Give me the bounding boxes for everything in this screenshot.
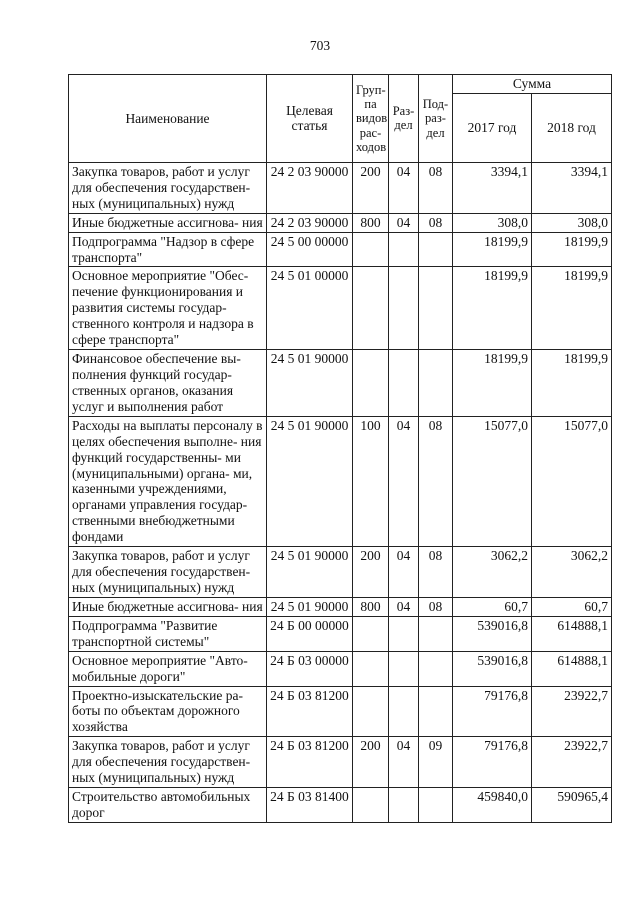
row-group: 800 xyxy=(353,213,389,232)
table-row xyxy=(69,616,612,651)
row-section xyxy=(389,232,419,267)
row-section: 04 xyxy=(389,547,419,598)
row-sum-2017: 539016,8 xyxy=(453,616,532,651)
row-sum-2017: 60,7 xyxy=(453,597,532,616)
row-target-code: 24 5 01 90000 xyxy=(267,350,353,417)
header-sum: Сумма xyxy=(453,75,612,94)
row-subsection xyxy=(419,232,453,267)
row-section xyxy=(389,350,419,417)
row-sum-2017: 79176,8 xyxy=(453,737,532,788)
page-number: 703 xyxy=(309,38,331,53)
table-row xyxy=(69,686,612,737)
header-section: Раз- дел xyxy=(389,75,419,163)
row-section xyxy=(389,788,419,823)
row-group: 200 xyxy=(353,162,389,213)
row-target-code: 24 5 01 00000 xyxy=(267,267,353,350)
row-sum-2018: 23922,7 xyxy=(532,737,612,788)
row-subsection: 08 xyxy=(419,213,453,232)
row-subsection xyxy=(419,350,453,417)
row-sum-2017: 79176,8 xyxy=(453,686,532,737)
row-sum-2017: 18199,9 xyxy=(453,267,532,350)
table-row xyxy=(69,213,612,232)
row-target-code: 24 2 03 90000 xyxy=(267,213,353,232)
header-subsection: Под- раз- дел xyxy=(419,75,453,163)
table-row xyxy=(69,267,612,350)
row-section xyxy=(389,267,419,350)
header-2018: 2018 год xyxy=(532,93,612,162)
row-sum-2017: 15077,0 xyxy=(453,416,532,546)
row-section: 04 xyxy=(389,213,419,232)
header-target: Целевая статья xyxy=(267,75,353,163)
header-group: Груп- па видов рас- ходов xyxy=(353,75,389,163)
row-sum-2018: 614888,1 xyxy=(532,616,612,651)
row-sum-2018: 3062,2 xyxy=(532,547,612,598)
row-subsection: 09 xyxy=(419,737,453,788)
row-sum-2018: 308,0 xyxy=(532,213,612,232)
row-target-code: 24 Б 03 81200 xyxy=(267,686,353,737)
row-sum-2017: 18199,9 xyxy=(453,232,532,267)
row-name: Иные бюджетные ассигнова- ния xyxy=(69,213,267,232)
row-group: 100 xyxy=(353,416,389,546)
row-name: Подпрограмма "Развитие транспортной системы" xyxy=(69,616,267,651)
row-sum-2017: 18199,9 xyxy=(453,350,532,417)
row-sum-2017: 3062,2 xyxy=(453,547,532,598)
row-subsection xyxy=(419,651,453,686)
row-section: 04 xyxy=(389,162,419,213)
row-group xyxy=(353,788,389,823)
budget-table xyxy=(68,74,612,823)
row-group xyxy=(353,267,389,350)
row-group: 200 xyxy=(353,737,389,788)
row-sum-2018: 590965,4 xyxy=(532,788,612,823)
row-sum-2018: 18199,9 xyxy=(532,350,612,417)
row-sum-2018: 614888,1 xyxy=(532,651,612,686)
row-group: 200 xyxy=(353,547,389,598)
row-name: Проектно-изыскательские ра- боты по объектам дорожного хозяйства xyxy=(69,686,267,737)
row-name: Закупка товаров, работ и услуг для обеспечения государствен- ных (муниципальных) нужд xyxy=(69,737,267,788)
row-target-code: 24 2 03 90000 xyxy=(267,162,353,213)
row-target-code: 24 Б 03 81400 xyxy=(267,788,353,823)
table-row xyxy=(69,416,612,546)
row-name: Подпрограмма "Надзор в сфере транспорта" xyxy=(69,232,267,267)
row-subsection xyxy=(419,616,453,651)
header-name: Наименование xyxy=(69,75,267,163)
row-target-code: 24 Б 03 81200 xyxy=(267,737,353,788)
row-subsection: 08 xyxy=(419,162,453,213)
row-target-code: 24 5 00 00000 xyxy=(267,232,353,267)
row-name: Финансовое обеспечение вы- полнения функций государ- ственных органов, оказания услуг и выполнения работ xyxy=(69,350,267,417)
row-target-code: 24 Б 00 00000 xyxy=(267,616,353,651)
row-name: Основное мероприятие "Обес- печение функционирования и развития системы государ- ственного контроля и надзора в сфере транспорта" xyxy=(69,267,267,350)
row-section xyxy=(389,651,419,686)
row-section xyxy=(389,686,419,737)
row-target-code: 24 Б 03 00000 xyxy=(267,651,353,686)
row-group xyxy=(353,616,389,651)
table-row xyxy=(69,162,612,213)
table-row xyxy=(69,350,612,417)
row-section: 04 xyxy=(389,416,419,546)
row-sum-2017: 459840,0 xyxy=(453,788,532,823)
row-group xyxy=(353,651,389,686)
table-row xyxy=(69,597,612,616)
row-subsection: 08 xyxy=(419,547,453,598)
row-sum-2017: 539016,8 xyxy=(453,651,532,686)
row-sum-2018: 18199,9 xyxy=(532,267,612,350)
row-name: Основное мероприятие "Авто- мобильные дороги" xyxy=(69,651,267,686)
table-row xyxy=(69,737,612,788)
row-name: Строительство автомобильных дорог xyxy=(69,788,267,823)
header-2017: 2017 год xyxy=(453,93,532,162)
table-row xyxy=(69,788,612,823)
row-section: 04 xyxy=(389,597,419,616)
row-sum-2017: 3394,1 xyxy=(453,162,532,213)
row-sum-2017: 308,0 xyxy=(453,213,532,232)
row-group: 800 xyxy=(353,597,389,616)
row-name: Закупка товаров, работ и услуг для обеспечения государствен- ных (муниципальных) нужд xyxy=(69,547,267,598)
row-subsection: 08 xyxy=(419,416,453,546)
row-subsection: 08 xyxy=(419,597,453,616)
row-sum-2018: 60,7 xyxy=(532,597,612,616)
table-row xyxy=(69,651,612,686)
table-row xyxy=(69,547,612,598)
row-sum-2018: 15077,0 xyxy=(532,416,612,546)
row-sum-2018: 3394,1 xyxy=(532,162,612,213)
row-name: Расходы на выплаты персоналу в целях обеспечения выполне- ния функций государственны- ми (муниципальными) органа- ми, казенными учреждениями, органами управления государ- ственными внебюджетными фондами xyxy=(69,416,267,546)
row-section: 04 xyxy=(389,737,419,788)
row-sum-2018: 18199,9 xyxy=(532,232,612,267)
row-target-code: 24 5 01 90000 xyxy=(267,547,353,598)
row-section xyxy=(389,616,419,651)
row-group xyxy=(353,232,389,267)
table-row xyxy=(69,232,612,267)
row-name: Иные бюджетные ассигнова- ния xyxy=(69,597,267,616)
row-name: Закупка товаров, работ и услуг для обеспечения государствен- ных (муниципальных) нужд xyxy=(69,162,267,213)
row-subsection xyxy=(419,686,453,737)
row-target-code: 24 5 01 90000 xyxy=(267,416,353,546)
row-sum-2018: 23922,7 xyxy=(532,686,612,737)
row-group xyxy=(353,686,389,737)
row-group xyxy=(353,350,389,417)
row-target-code: 24 5 01 90000 xyxy=(267,597,353,616)
row-subsection xyxy=(419,267,453,350)
row-subsection xyxy=(419,788,453,823)
